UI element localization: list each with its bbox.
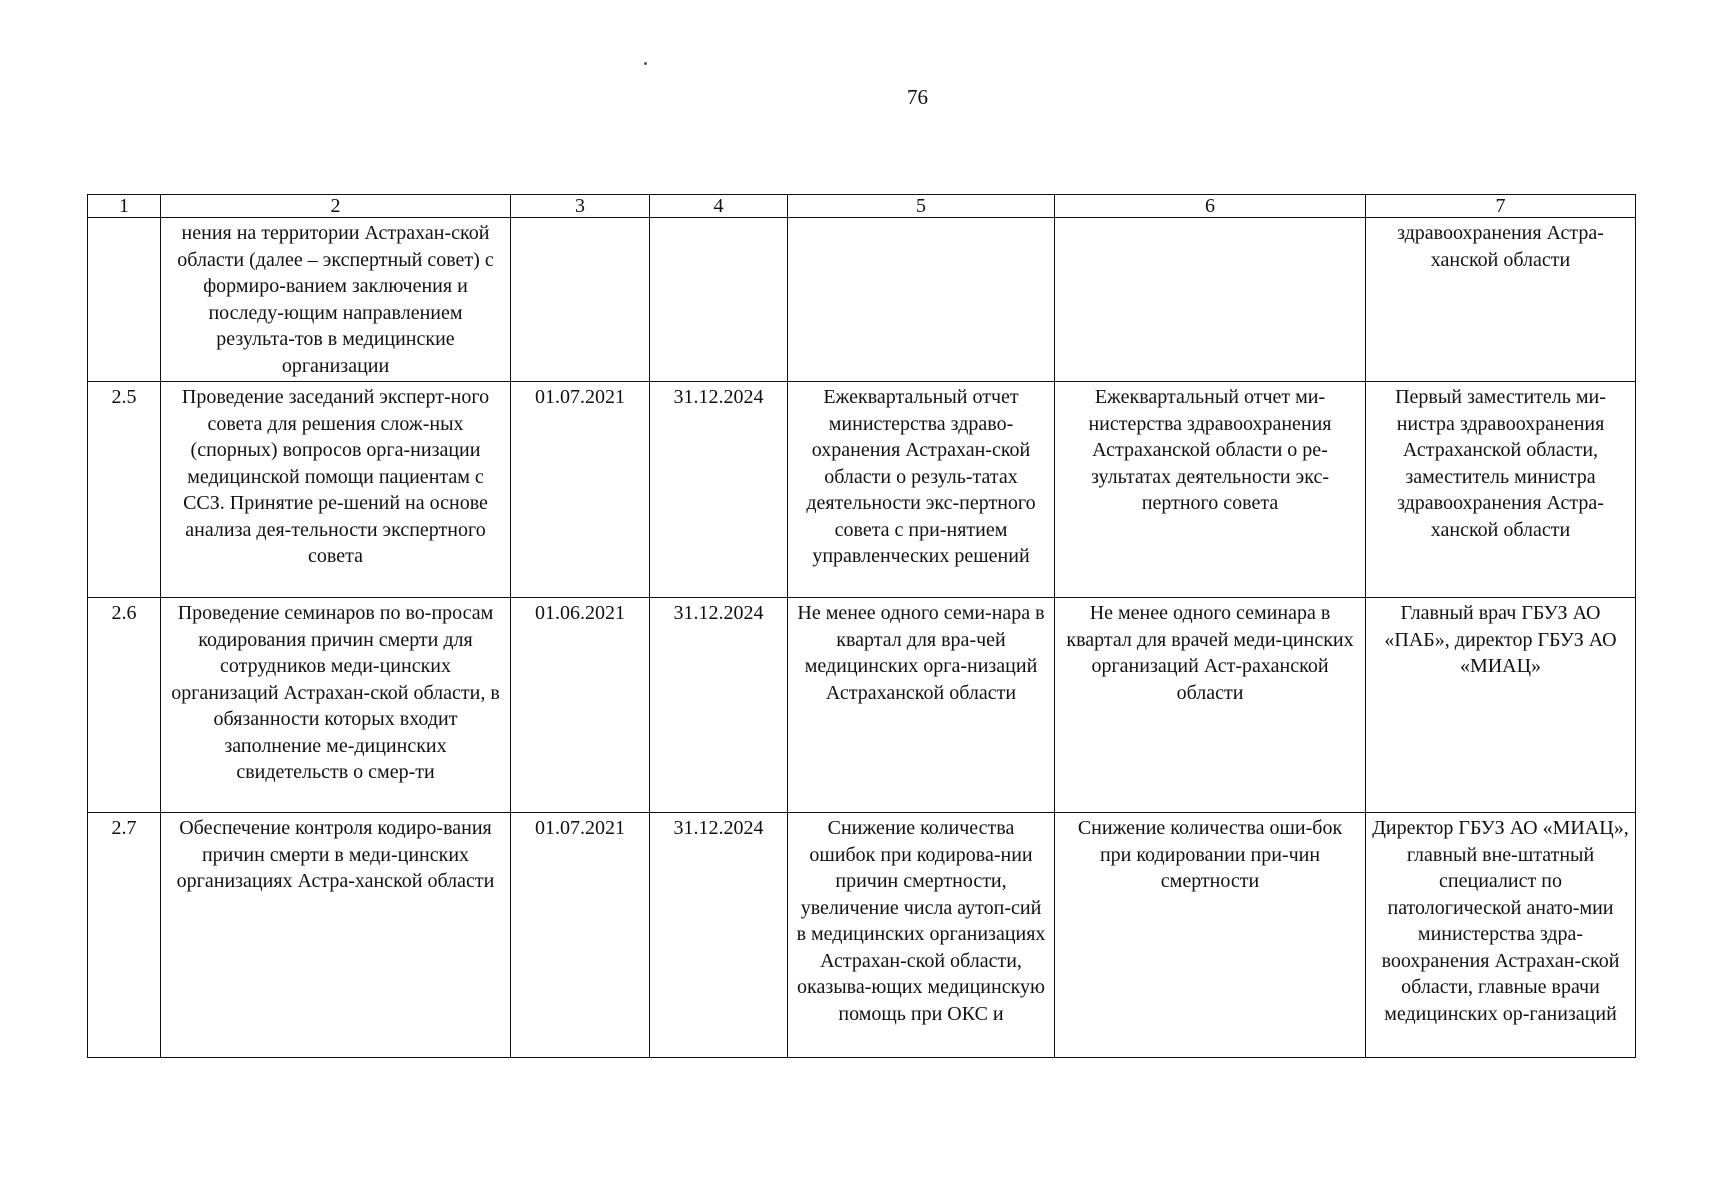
page-number: 76 [907,85,928,109]
column-header: 2 [161,195,511,218]
end-date-cell: 31.12.2024 [650,813,788,1058]
activity-cell: Обеспечение контроля кодиро-вания причин смерти в меди-цинских организациях Астра-ханской области [161,813,511,1058]
start-date-cell: 01.07.2021 [511,813,650,1058]
end-date-cell [650,218,788,382]
row-number: 2.6 [88,598,161,813]
end-date-cell: 31.12.2024 [650,382,788,598]
column-header: 5 [788,195,1055,218]
responsible-cell: Директор ГБУЗ АО «МИАЦ», главный вне-штатный специалист по патологической анато-мии министерства здра-воохранения Астрахан-ской области, главные врачи медицинских ор-ганизаций [1366,813,1636,1058]
report-cell: Не менее одного семинара в квартал для врачей меди-цинских организаций Аст-раханской области [1055,598,1366,813]
column-header: 6 [1055,195,1366,218]
column-header: 4 [650,195,788,218]
report-cell [1055,218,1366,382]
result-cell: Ежеквартальный отчет министерства здраво-охранения Астрахан-ской области о резуль-татах деятельности экс-пертного совета с при-нятием управленческих решений [788,382,1055,598]
start-date-cell: 01.06.2021 [511,598,650,813]
measures-table [87,194,1636,1058]
table-row [88,382,1636,598]
scan-speck [644,62,647,65]
table-row [88,813,1636,1058]
activity-cell: Проведение заседаний эксперт-ного совета для решения слож-ных (спорных) вопросов орга-низации медицинской помощи пациентам с ССЗ. Принятие ре-шений на основе анализа дея-тельности экспертного совета [161,382,511,598]
result-cell: Снижение количества ошибок при кодирова-нии причин смертности, увеличение числа аутоп-сий в медицинских организациях Астрахан-ской области, оказыва-ющих медицинскую помощь при ОКС и [788,813,1055,1058]
table-row [88,598,1636,813]
activity-cell: Проведение семинаров по во-просам кодирования причин смерти для сотрудников меди-цинских организаций Астрахан-ской области, в обязанности которых входит заполнение ме-дицинских свидетельств о смер-ти [161,598,511,813]
row-number: 2.7 [88,813,161,1058]
end-date-cell: 31.12.2024 [650,598,788,813]
responsible-cell: Главный врач ГБУЗ АО «ПАБ», директор ГБУЗ АО «МИАЦ» [1366,598,1636,813]
column-header: 3 [511,195,650,218]
responsible-cell: здравоохранения Астра-ханской области [1366,218,1636,382]
column-number-row [88,195,1636,218]
result-cell [788,218,1055,382]
table-row [88,218,1636,382]
row-number: 2.5 [88,382,161,598]
report-cell: Ежеквартальный отчет ми-нистерства здравоохранения Астраханской области о ре-зультатах деятельности экс-пертного совета [1055,382,1366,598]
column-header: 1 [88,195,161,218]
column-header: 7 [1366,195,1636,218]
row-number [88,218,161,382]
result-cell: Не менее одного семи-нара в квартал для вра-чей медицинских орга-низаций Астраханской области [788,598,1055,813]
report-cell: Снижение количества оши-бок при кодировании при-чин смертности [1055,813,1366,1058]
activity-cell: нения на территории Астрахан-ской области (далее – экспертный совет) с формиро-ванием заключения и последу-ющим направлением результа-тов в медицинские организации [161,218,511,382]
responsible-cell: Первый заместитель ми-нистра здравоохранения Астраханской области, заместитель министра здравоохранения Астра-ханской области [1366,382,1636,598]
start-date-cell [511,218,650,382]
start-date-cell: 01.07.2021 [511,382,650,598]
